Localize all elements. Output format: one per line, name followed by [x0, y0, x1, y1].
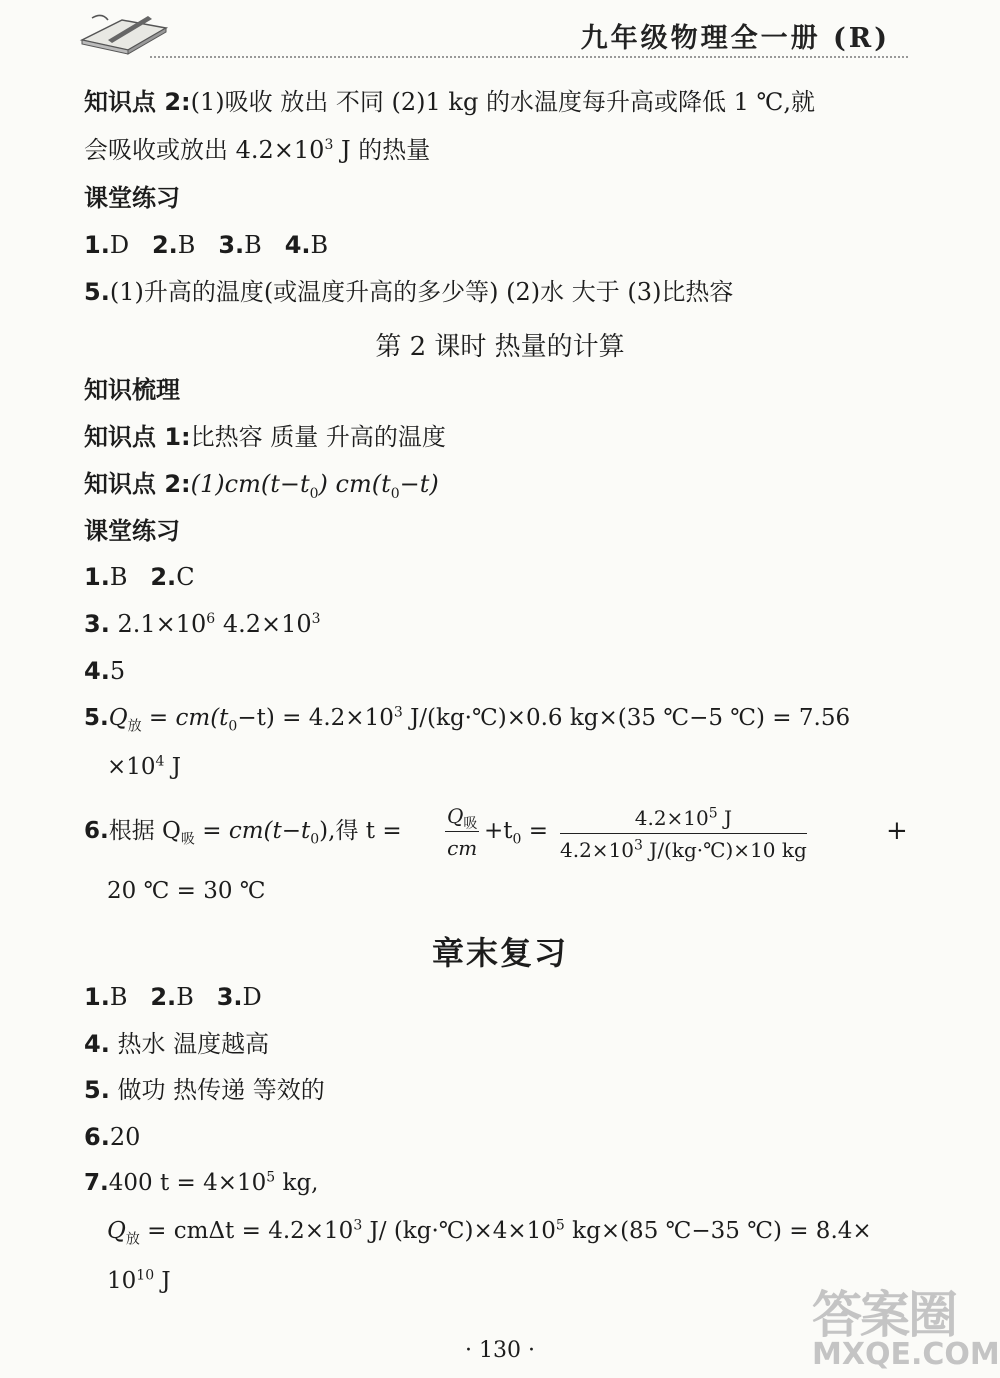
- formula-part: J: [717, 806, 733, 830]
- q-answer: B: [176, 983, 194, 1011]
- formula-part: −t) = 4.2×10: [237, 705, 394, 731]
- exponent: 4: [155, 753, 165, 770]
- q-answer: B: [177, 231, 196, 259]
- classwork-heading-2: 课堂练习: [84, 517, 180, 545]
- q-answer: C: [176, 563, 195, 591]
- formula-part: 10: [107, 1268, 137, 1294]
- page-number: · 130 ·: [465, 1338, 535, 1363]
- q-number: 2.: [150, 983, 177, 1011]
- q-answer: kg,: [275, 1170, 319, 1196]
- exponent: 3: [353, 1217, 363, 1234]
- q-answer: D: [109, 231, 130, 259]
- q-answer: 做功 热传递 等效的: [109, 1076, 325, 1104]
- fraction-q-over-cm: [445, 804, 479, 860]
- formula-sub: 0: [309, 485, 319, 502]
- kp2-cont-post: J 的热量: [333, 136, 431, 164]
- kp2-line: [84, 90, 815, 114]
- fraction-numerator: [445, 804, 479, 832]
- q-number: 5.: [84, 1076, 110, 1104]
- kp2-label: 知识点 2:: [84, 88, 191, 116]
- chapter-title: 章末复习: [431, 934, 568, 972]
- q-number: 6.: [84, 818, 109, 844]
- classwork2-q3: [84, 612, 321, 636]
- formula-part: −t): [399, 470, 439, 498]
- review-heading: 知识梳理: [84, 376, 180, 404]
- q-answer: (1)升高的温度(或温度升高的多少等) (2)水 大于 (3)比热容: [109, 278, 734, 306]
- kp2b-line: [84, 470, 439, 502]
- q-answer: B: [109, 983, 128, 1011]
- q-answer: 5: [109, 657, 126, 685]
- watermark-text: 答案圈: [812, 1286, 956, 1344]
- formula-part: J: [154, 1268, 171, 1294]
- q-answer: B: [109, 563, 128, 591]
- formula-sub: 放: [127, 718, 142, 735]
- fraction-heat-over-cm: [560, 806, 807, 862]
- section-title: 第 2 课时 热量的计算: [375, 332, 625, 362]
- q-number: 6.: [84, 1123, 110, 1151]
- exponent: 3: [634, 837, 643, 854]
- q-number: 2.: [150, 563, 177, 591]
- q-answer: 4.2×10: [215, 610, 312, 638]
- formula-sub: 放: [125, 1231, 140, 1248]
- watermark-url: MXQE.COM: [812, 1337, 1000, 1372]
- chapter-q6: [84, 1125, 140, 1149]
- header-divider: [150, 56, 908, 58]
- formula-part: J/ (kg·℃)×4×10: [362, 1218, 556, 1244]
- exponent: 3: [393, 704, 403, 721]
- q-answer: 400 t = 4×10: [108, 1170, 267, 1196]
- exponent: 6: [206, 611, 216, 627]
- formula-part: = cm(t: [141, 705, 229, 731]
- chapter-row1: [84, 985, 262, 1009]
- fraction-denominator: [560, 834, 807, 862]
- exponent: 5: [266, 1169, 276, 1186]
- q-number: 5.: [84, 278, 110, 306]
- q-number: 5.: [84, 705, 109, 731]
- kp1-text: 比热容 质量 升高的温度: [190, 423, 446, 451]
- kp2b-label: 知识点 2:: [84, 470, 191, 498]
- formula-plus-t0: [484, 818, 549, 848]
- classwork-heading-1: 课堂练习: [84, 184, 180, 212]
- q-number: 3.: [216, 983, 243, 1011]
- watermark: [812, 1286, 1000, 1378]
- fraction-denominator: cm: [447, 836, 478, 860]
- chapter-q7-line2: [107, 1217, 872, 1248]
- formula-sub: 吸: [463, 816, 478, 832]
- formula-sub: 0: [310, 831, 320, 848]
- q-number: 2.: [151, 231, 178, 259]
- exponent: 10: [136, 1267, 155, 1284]
- formula-sub: 0: [390, 485, 400, 502]
- q-number: 3.: [218, 231, 245, 259]
- q-number: 7.: [84, 1170, 109, 1196]
- classwork2-row1: [84, 565, 195, 589]
- formula-part: 根据 Q: [108, 818, 181, 844]
- q-answer: B: [244, 231, 262, 259]
- chapter-q7-line3: [107, 1267, 171, 1294]
- classwork2-q5-cont: [107, 753, 181, 780]
- formula-trailing-plus: +: [886, 816, 908, 846]
- chapter-q7: [84, 1169, 319, 1196]
- kp2-text: (1)吸收 放出 不同 (2)1 kg 的水温度每升高或降低 1 ℃,就: [190, 88, 815, 116]
- exponent: 5: [555, 1217, 565, 1234]
- q-number: 4.: [284, 231, 311, 259]
- formula-sub: 0: [512, 831, 522, 848]
- formula-part: J/(kg·℃)×10 kg: [642, 838, 807, 862]
- kp1-line: [84, 425, 446, 449]
- formula-part: kg×(85 ℃−35 ℃) = 8.4×: [564, 1218, 872, 1244]
- q-answer: 2.1×10: [109, 610, 207, 638]
- classwork2-q6: [84, 818, 402, 848]
- q-number: 4.: [84, 1030, 110, 1058]
- formula-sub: 吸: [180, 831, 195, 848]
- formula-sub: 0: [228, 718, 238, 735]
- fraction-numerator: [560, 806, 807, 834]
- q-answer: B: [310, 231, 329, 259]
- kp2-line-cont: [84, 138, 430, 162]
- kp2-cont-text: 会吸收或放出 4.2×10: [84, 136, 325, 164]
- classwork2-q4: [84, 659, 125, 683]
- q-number: 1.: [84, 563, 110, 591]
- classwork1-row1: [84, 233, 328, 257]
- formula-Q: Q: [447, 804, 464, 828]
- q-number: 4.: [84, 657, 110, 685]
- formula-part: J/(kg·℃)×0.6 kg×(35 ℃−5 ℃) = 7.56: [402, 705, 851, 731]
- chapter-q5: [84, 1078, 325, 1102]
- kp1-label: 知识点 1:: [84, 423, 191, 451]
- formula-part: = cmΔt = 4.2×10: [139, 1218, 354, 1244]
- kp2-cont-exp: 3: [324, 137, 334, 153]
- formula-Q: Q: [107, 1218, 126, 1244]
- formula-part: (1)cm(t−t: [190, 470, 310, 498]
- formula-part: = cm(t−t: [194, 818, 311, 844]
- formula-part: ) cm(t: [318, 470, 391, 498]
- q-number: 1.: [84, 231, 110, 259]
- formula-part: =: [521, 818, 549, 844]
- classwork1-q5: [84, 280, 733, 304]
- header-title: 九年级物理全一册 (R): [580, 23, 890, 54]
- formula-Q: Q: [108, 705, 128, 731]
- chapter-q4: [84, 1032, 269, 1056]
- formula-part: +t: [484, 818, 513, 844]
- formula-part: 4.2×10: [560, 838, 635, 862]
- q-number: 3.: [84, 610, 110, 638]
- classwork2-q5: [84, 704, 851, 735]
- q-answer: 热水 温度越高: [109, 1030, 270, 1058]
- exponent: 3: [311, 611, 321, 627]
- book-pen-logo: [78, 10, 170, 56]
- q-answer: D: [242, 983, 262, 1011]
- formula-part: J: [164, 754, 181, 780]
- classwork2-q6-cont: 20 ℃ = 30 ℃: [107, 878, 266, 904]
- formula-part: ),得 t =: [319, 818, 402, 844]
- q-answer: 20: [109, 1123, 141, 1151]
- q-number: 1.: [84, 983, 110, 1011]
- exponent: 5: [708, 805, 718, 822]
- formula-part: 4.2×10: [634, 806, 709, 830]
- formula-part: ×10: [107, 754, 156, 780]
